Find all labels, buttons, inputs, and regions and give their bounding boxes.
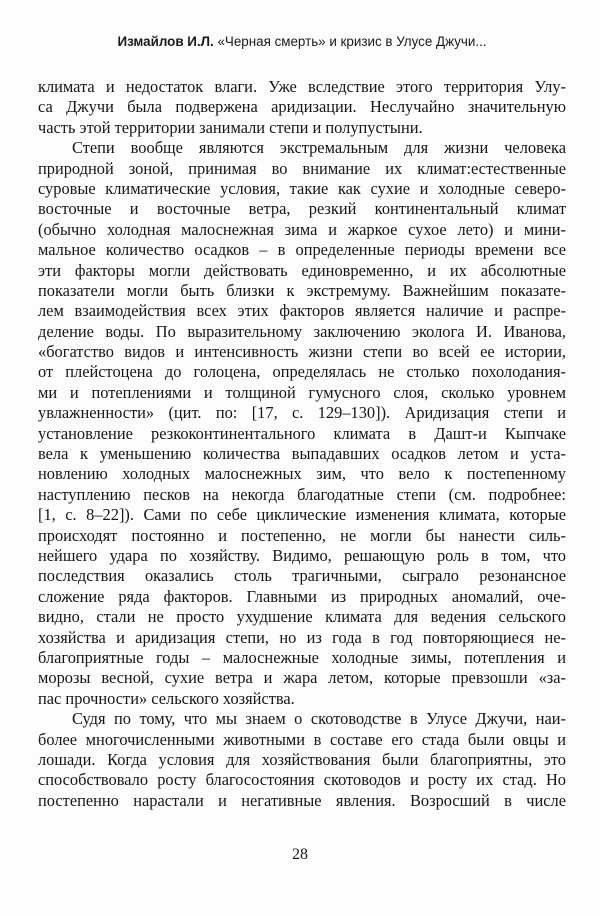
text-line: постепенно нарастали и негативные явления. Возросший в числе bbox=[38, 790, 566, 810]
running-header bbox=[38, 34, 566, 49]
text-line: суровые климатические условия, такие как сухие и холодные северо- bbox=[38, 178, 566, 198]
text-line: способствовало росту благосостояния скотоводов и росту их стад. Но bbox=[38, 770, 566, 790]
text-line: са Джучи была подвержена аридизации. Неслучайно значительную bbox=[38, 97, 566, 117]
header-author: Измайлов И.Л. bbox=[117, 34, 214, 49]
text-line: наступлению песков на некогда благодатные степи (см. подробнее: bbox=[38, 484, 566, 504]
text-line: вела к уменьшению количества выпадавших осадков летом и уста- bbox=[38, 444, 566, 464]
text-line: «богатство видов и интенсивность жизни степи во всей ее истории, bbox=[38, 342, 566, 362]
text-line: эти факторы могли действовать единовременно, и их абсолютные bbox=[38, 260, 566, 280]
text-line: увлажненности» (цит. по: [17, с. 129–130]). Аридизация степи и bbox=[38, 403, 566, 423]
text-line: природной зоной, принимая во внимание их климат:естественные bbox=[38, 158, 566, 178]
text-line: Степи вообще являются экстремальным для жизни человека bbox=[72, 138, 566, 158]
text-line: [1, с. 8–22]). Сами по себе циклические изменения климата, которые bbox=[38, 505, 566, 525]
text-line: показатели могли быть близки к экстремуму. Важнейшим показате- bbox=[38, 280, 566, 300]
text-line: восточные и восточные ветра, резкий континентальный климат bbox=[38, 199, 566, 219]
text-line: установление резкоконтинентального климата в Дашт-и Кыпчаке bbox=[38, 423, 566, 443]
text-line: климата и недостаток влаги. Уже вследствие этого территория Улу- bbox=[38, 77, 566, 96]
text-line: от плейстоцена до голоцена, определялась не столько похолодания- bbox=[38, 362, 566, 382]
text-line: пас прочности» сельского хозяйства. bbox=[38, 688, 295, 708]
text-line: более многочисленными животными в составе его стада были овцы и bbox=[38, 729, 566, 749]
text-line: видно, стали не просто ухудшение климата для ведения сельского bbox=[38, 607, 566, 627]
text-line: лошади. Когда условия для хозяйствования были благоприятны, это bbox=[38, 749, 566, 769]
text-line: часть этой территории занимали степи и полупустыни. bbox=[38, 117, 423, 137]
text-line: Судя по тому, что мы знаем о скотоводстве в Улусе Джучи, наи- bbox=[72, 709, 566, 729]
text-line: хозяйства и аридизация степи, но из года в год повторяющиеся не- bbox=[38, 627, 566, 647]
text-line: последствия оказались столь трагичными, сыграло резонансное bbox=[38, 566, 566, 586]
text-line: нейшего удара по хозяйству. Видимо, решающую роль в том, что bbox=[38, 545, 566, 565]
text-line: ми и потеплениями и толщиной гумусного слоя, сколько уровнем bbox=[38, 382, 566, 402]
text-line: (обычно холодная малоснежная зима и жаркое сухое лето) и мини- bbox=[38, 219, 566, 239]
text-line: деление воды. По выразительному заключению эколога И. Иванова, bbox=[38, 321, 566, 341]
page-number: 28 bbox=[292, 846, 308, 863]
text-line: лем взаимодействия всех этих факторов является наличие и распре- bbox=[38, 301, 566, 321]
body-text bbox=[38, 77, 566, 811]
text-line: мальное количество осадков – в определенные периоды времени все bbox=[38, 240, 566, 260]
text-line: происходят постоянно и постепенно, не могли бы нанести силь- bbox=[38, 525, 566, 545]
text-line: благоприятные годы – малоснежные холодные зимы, потепления и bbox=[38, 647, 566, 667]
text-line: сложение ряда факторов. Главными из природных аномалий, оче- bbox=[38, 586, 566, 606]
text-line: новлению холодных малоснежных зим, что вело к постепенному bbox=[38, 464, 566, 484]
header-title: «Черная смерть» и кризис в Улусе Джучи... bbox=[217, 34, 487, 49]
text-line: морозы весной, сухие ветра и жара летом, которые превзошли «за- bbox=[38, 668, 566, 688]
